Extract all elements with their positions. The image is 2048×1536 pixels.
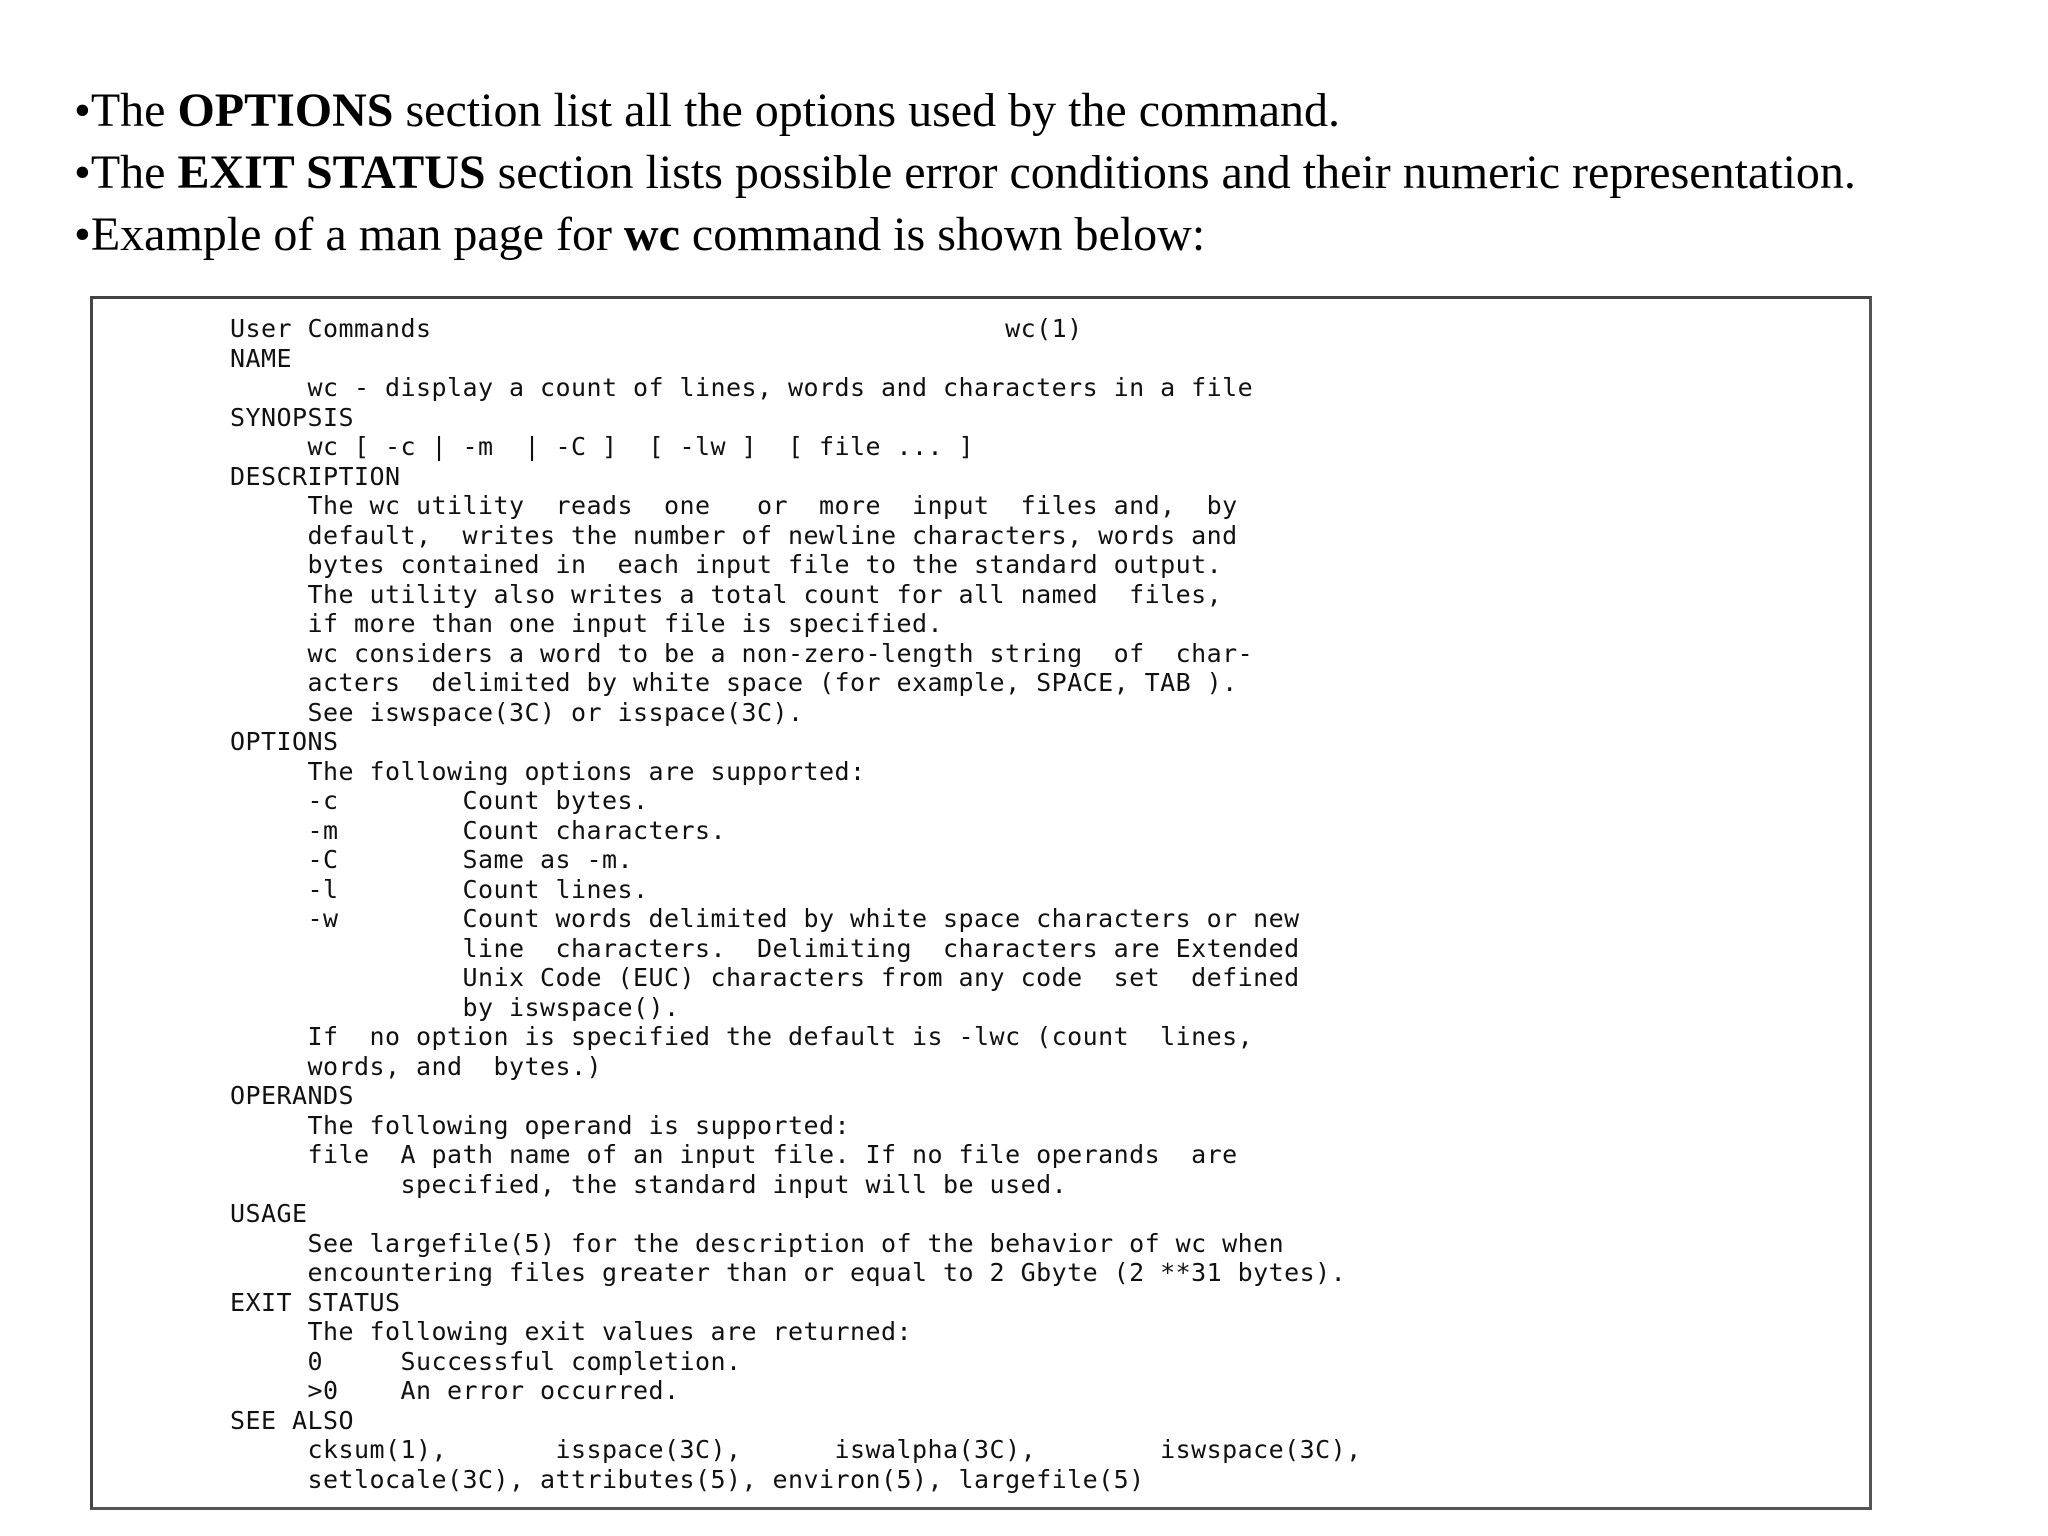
man-page-line: The following operand is supported: (230, 1110, 851, 1140)
man-page-line: by iswspace(). (230, 992, 680, 1022)
man-page-line: The following options are supported: (230, 756, 866, 786)
man-page-line: encountering files greater than or equal to 2 Gbyte (2 **31 bytes). (230, 1258, 1347, 1287)
man-page-line: wc considers a word to be a non-zero-length string of char- (230, 638, 1254, 668)
man-page-line: SEE ALSO (230, 1405, 355, 1435)
man-page-line: acters delimited by white space (for example, SPACE, TAB ). (230, 668, 1238, 697)
man-page-line: USAGE (230, 1199, 308, 1228)
man-page-line: wc [ -c | -m | -C ] [ -lw ] [ file ... ] (230, 432, 975, 461)
bullet-bold: OPTIONS (177, 84, 394, 137)
man-page-line: if more than one input file is specified. (230, 609, 944, 638)
man-page-line: specified, the standard input will be used. (230, 1169, 1068, 1199)
man-page-line: User Commands wc(1) (230, 314, 1083, 343)
man-page-figure (90, 296, 1872, 1510)
bullet-example (74, 204, 2034, 266)
bullet-text: The (90, 84, 178, 137)
bullet-bold: EXIT STATUS (177, 146, 486, 199)
man-page-line: -C Same as -m. (230, 845, 634, 874)
man-page-line: See iswspace(3C) or isspace(3C). (230, 697, 804, 727)
bullet-text: section list all the options used by the command. (393, 84, 1341, 137)
bullet-marker: • (74, 208, 91, 261)
man-page-line: NAME (230, 343, 293, 373)
man-page-line: words, and bytes.) (230, 1051, 603, 1081)
man-page-line: The following exit values are returned: (230, 1317, 913, 1346)
man-page-line: OPTIONS (230, 727, 339, 756)
man-page-line: SYNOPSIS (230, 402, 355, 432)
bullet-marker: • (74, 84, 91, 137)
bullet-text: The (90, 146, 178, 199)
man-page-line: >0 An error occurred. (230, 1376, 680, 1405)
man-page-line: line characters. Delimiting characters are Extended (230, 933, 1300, 963)
man-page-line: EXIT STATUS (230, 1287, 401, 1317)
man-page-line: cksum(1), isspace(3C), iswalpha(3C), iswspace(3C), (230, 1435, 1362, 1464)
bullet-bold: wc (623, 208, 680, 261)
man-page-line: If no option is specified the default is -lwc (count lines, (230, 1022, 1254, 1051)
man-page-line: The utility also writes a total count for all named files, (230, 579, 1223, 609)
man-page-line: default, writes the number of newline characters, words and (230, 520, 1238, 550)
man-page-line: -c Count bytes. (230, 786, 649, 815)
bullet-list (74, 80, 2034, 266)
man-page-line: DESCRIPTION (230, 461, 401, 491)
bullet-text: Example of a man page for (90, 208, 624, 261)
bullet-text: command is shown below: (679, 208, 1206, 261)
man-page-line: setlocale(3C), attributes(5), environ(5), largefile(5) (230, 1464, 1145, 1494)
man-page-line: bytes contained in each input file to the standard output. (230, 550, 1223, 579)
man-page-line: 0 Successful completion. (230, 1346, 742, 1376)
man-page-line: OPERANDS (230, 1081, 355, 1110)
bullet-options (74, 80, 2034, 142)
man-page-line: -m Count characters. (230, 815, 727, 845)
bullet-exit-status (74, 142, 2034, 204)
man-page-line: wc - display a count of lines, words and characters in a file (230, 373, 1254, 402)
bullet-marker: • (74, 146, 91, 199)
man-page-line: Unix Code (EUC) characters from any code set defined (230, 963, 1300, 992)
man-page-line: See largefile(5) for the description of the behavior of wc when (230, 1228, 1285, 1258)
man-page-line: -l Count lines. (230, 874, 649, 904)
bullet-text: section lists possible error conditions and their numeric representation. (485, 146, 1856, 199)
man-page-line: The wc utility reads one or more input files and, by (230, 491, 1238, 520)
man-page-line: file A path name of an input file. If no file operands are (230, 1140, 1238, 1169)
man-page-line: -w Count words delimited by white space characters or new (230, 904, 1300, 933)
